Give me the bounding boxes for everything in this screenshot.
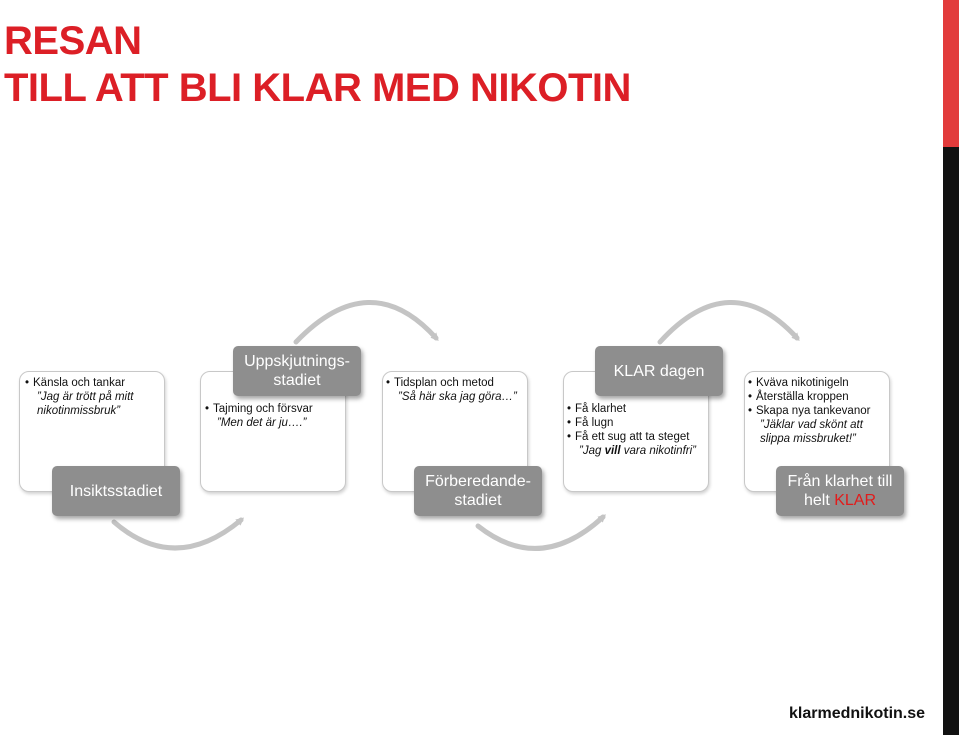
side-dark-bar <box>943 147 959 735</box>
stage-4-bullet: • Få ett sug att ta steget <box>567 430 703 444</box>
stage-4-bullet: • Få klarhet <box>567 402 703 416</box>
stage-4-label <box>595 346 723 396</box>
arrow-1-to-2 <box>114 520 241 548</box>
stage-5-bullet: • Kväva nikotinigeln <box>748 376 886 390</box>
stage-5-bullet: • Återställa kroppen <box>748 390 886 404</box>
arrow-3-to-4 <box>478 517 603 548</box>
stage-4-label-text: KLAR dagen <box>613 362 705 380</box>
stage-5-bullet: • Skapa nya tankevanor <box>748 404 886 418</box>
stage-2-label-line-1: Uppskjutnings- <box>244 353 350 370</box>
stage-1-quote: ”Jag är trött på mitt nikotinmissbruk” <box>37 391 134 417</box>
stage-4-quote: ”Jag vill vara nikotinfri” <box>579 445 696 457</box>
stage-3-bullet: • Tidsplan och metod <box>386 376 522 390</box>
stage-2-label-line-2: stadiet <box>273 372 321 389</box>
stage-1-content <box>25 376 161 418</box>
stage-3-content <box>386 376 522 404</box>
stage-2-bullet: • Tajming och försvar <box>205 402 341 416</box>
stage-1-label-text: Insiktsstadiet <box>69 482 163 500</box>
side-accent-bar <box>943 0 959 147</box>
arrow-4-to-5 <box>660 302 797 342</box>
stage-1-bullet: • Känsla och tankar <box>25 376 161 390</box>
arrow-2-to-3 <box>296 302 436 342</box>
stage-5-label-line-2: helt KLAR <box>803 492 877 509</box>
stage-5-label <box>776 466 904 516</box>
title-line-2: TILL ATT BLI KLAR MED NIKOTIN <box>4 66 631 110</box>
stage-4-bullet: • Få lugn <box>567 416 703 430</box>
stage-3-label-line-2: stadiet <box>454 492 502 509</box>
stage-1-label <box>52 466 180 516</box>
stage-3-quote: ”Så här ska jag göra…” <box>398 391 517 403</box>
stage-2-content <box>205 402 341 430</box>
stage-4-content <box>567 402 703 458</box>
stage-5-content <box>748 376 886 446</box>
stage-5-quote: ”Jäklar vad skönt att slippa missbruket!” <box>760 419 863 445</box>
title-line-1: RESAN <box>4 19 142 63</box>
footer-website[interactable]: klarmednikotin.se <box>789 705 926 722</box>
stage-2-label <box>233 346 361 396</box>
stage-3-label-line-1: Förberedande- <box>425 473 531 490</box>
stage-2-quote: ”Men det är ju….” <box>217 417 307 429</box>
stage-3-label <box>414 466 542 516</box>
stage-5-label-line-1: Från klarhet till <box>787 473 893 490</box>
